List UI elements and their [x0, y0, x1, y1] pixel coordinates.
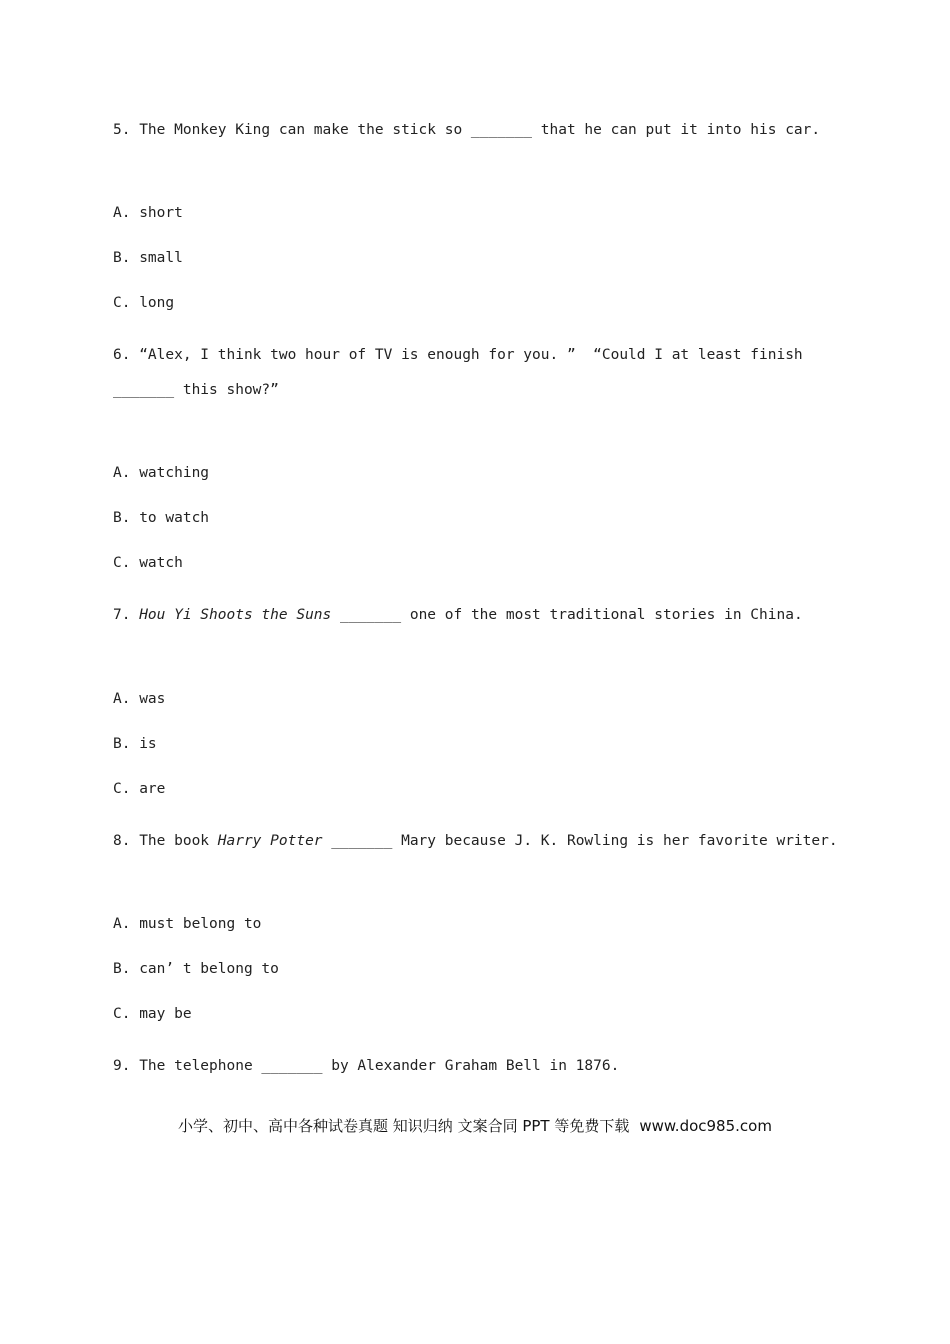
question-8-option-c: C. may be [113, 1006, 192, 1022]
question-6-stem-line-1: 6. “Alex, I think two hour of TV is enough for you. ” “Could I at least finish [113, 347, 803, 363]
question-7-rest: _______ one of the most traditional stories in China. [331, 607, 803, 623]
question-8-prefix: 8. The book [113, 833, 218, 849]
footer-url: www.doc985.com [639, 1117, 772, 1135]
question-6-stem-line-2: _______ this show?” [113, 382, 279, 398]
question-8-title-italic: Harry Potter [217, 833, 323, 849]
question-5-option-b: B. small [113, 250, 183, 266]
question-6-option-c: C. watch [113, 555, 183, 571]
question-7-option-a: A. was [113, 691, 166, 707]
question-6-option-a: A. watching [113, 465, 210, 481]
question-8-option-b: B. can’ t belong to [113, 961, 279, 977]
question-5-option-c: C. long [113, 295, 175, 311]
question-6-option-b: B. to watch [113, 510, 210, 526]
question-7-stem [113, 605, 803, 625]
question-9-stem: 9. The telephone _______ by Alexander Graham Bell in 1876. [113, 1058, 620, 1074]
page-footer [0, 1115, 950, 1136]
question-8-stem [113, 831, 838, 851]
question-7-option-c: C. are [113, 781, 166, 797]
footer-text: 小学、初中、高中各种试卷真题 知识归纳 文案合同 PPT 等免费下载 [178, 1117, 630, 1135]
question-5-stem: 5. The Monkey King can make the stick so _______ that he can put it into his car. [113, 122, 821, 138]
question-7-number: 7. [113, 607, 140, 623]
question-7-title-italic: Hou Yi Shoots the Suns [139, 607, 332, 623]
question-7-option-b: B. is [113, 736, 157, 752]
question-8-option-a: A. must belong to [113, 916, 262, 932]
question-5-option-a: A. short [113, 205, 183, 221]
question-8-rest: _______ Mary because J. K. Rowling is her favorite writer. [322, 833, 838, 849]
